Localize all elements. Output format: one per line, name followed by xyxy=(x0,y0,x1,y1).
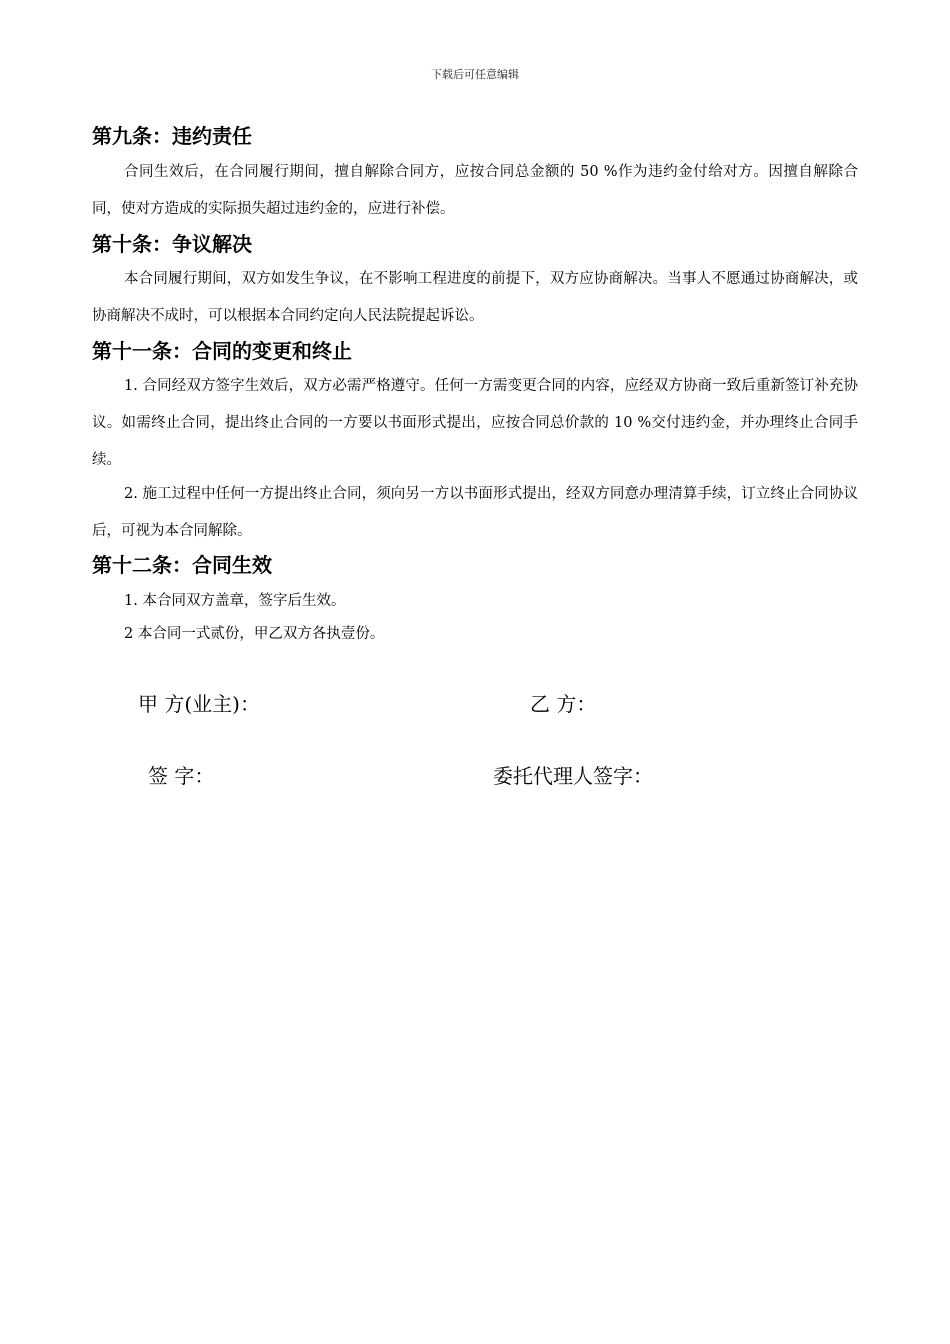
signature-label: 签 字： xyxy=(148,764,215,788)
header-note: 下载后可任意编辑 xyxy=(431,68,519,81)
section-9-paragraph-1: 合同生效后，在合同履行期间，擅自解除合同方，应按合同总金额的 50 %作为违约金付给对方。因擅自解除合同，使对方造成的实际损失超过违约金的，应进行补偿。 xyxy=(92,164,858,217)
agent-signature-label: 委托代理人签字： xyxy=(493,764,653,788)
party-b-label: 乙 方： xyxy=(530,692,597,716)
section-9-heading: 第九条：违约责任 xyxy=(92,124,252,148)
section-10-paragraph-1: 本合同履行期间，双方如发生争议，在不影响工程进度的前提下，双方应协商解决。当事人不愿通过协商解决，或协商解决不成时，可以根据本合同约定向人民法院提起诉讼。 xyxy=(92,271,858,324)
section-11-paragraph-2: 2. 施工过程中任何一方提出终止合同，须向另一方以书面形式提出，经双方同意办理清算手续，订立终止合同协议后，可视为本合同解除。 xyxy=(92,486,858,539)
section-11-heading: 第十一条：合同的变更和终止 xyxy=(92,339,352,363)
party-a-label: 甲 方(业主)： xyxy=(138,692,260,716)
section-12-paragraph-2: 2 本合同一式贰份，甲乙双方各执壹份。 xyxy=(124,626,385,642)
section-12-heading: 第十二条：合同生效 xyxy=(92,553,272,577)
section-10-heading: 第十条：争议解决 xyxy=(92,232,252,256)
section-11-paragraph-1: 1. 合同经双方签字生效后，双方必需严格遵守。任何一方需变更合同的内容，应经双方协商一致后重新签订补充协议。如需终止合同，提出终止合同的一方要以书面形式提出，应按合同总价款的 10 %交付违约金，并办理终止合同手续。 xyxy=(92,378,858,468)
section-12-paragraph-1: 1. 本合同双方盖章，签字后生效。 xyxy=(124,593,346,609)
